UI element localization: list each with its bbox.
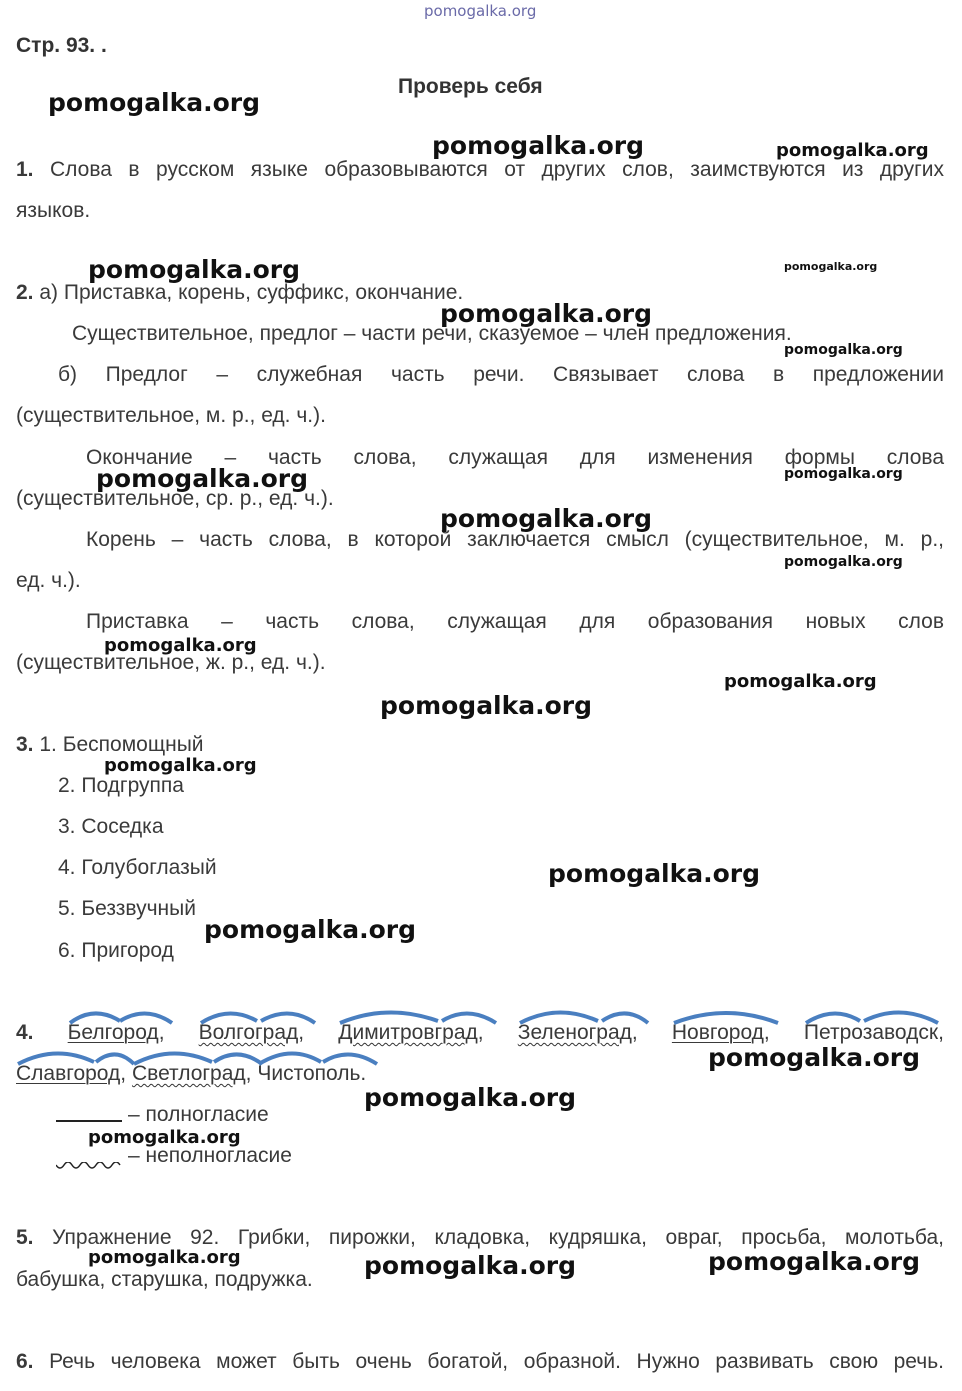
watermark: pomogalka.org [96,464,309,493]
q3-item-2: 2. Подгруппа [58,774,184,797]
q1-line2: языков. [16,199,91,222]
city-petrozavodsk: Петрозаводск, [804,1021,944,1045]
city-novgorod: Новгород, [672,1021,770,1045]
root-arc-mark [199,1009,317,1023]
root-arc-mark [16,1050,136,1064]
watermark: pomogalka.org [784,466,903,482]
root-arc-mark [672,1009,780,1023]
root-arc-mark [804,1009,944,1023]
q5-line2: бабушка, старушка, подружка. [16,1268,313,1291]
q2-line-a [16,281,463,305]
root-arc-mark [68,1009,178,1023]
q3-item-4: 4. Голубоглазый [58,856,217,879]
root-arc-mark [132,1050,264,1064]
legend-full: – полногласие [128,1103,269,1126]
q1-number: 1. [16,158,34,181]
root-arc-mark [257,1050,379,1064]
q4-row2 [16,1062,366,1086]
q4-number: 4. [16,1021,34,1044]
q4-row1 [16,1021,944,1045]
q2-a-text: а) Приставка, корень, суффикс, окончание. [39,281,464,304]
watermark: pomogalka.org [104,635,257,656]
watermark: pomogalka.org [88,255,301,284]
q6-text1: Речь человека может быть очень богатой, образной. Нужно развивать свою речь. [49,1350,944,1373]
watermark: pomogalka.org [708,1043,921,1072]
q2-root-line1: Корень – часть слова, в которой заключается смысл (существительное, м. р., [86,528,944,551]
q2-number: 2. [16,281,34,304]
q2-ending-line1: Окончание – часть слова, служащая для изменения формы слова [86,446,944,469]
q2-line-b1: б) Предлог – служебная часть речи. Связывает слова в предложении [58,363,944,386]
watermark: pomogalka.org [548,859,761,888]
watermark: pomogalka.org [88,1127,241,1148]
q4-row2-end: . [360,1062,367,1085]
root-arc-mark [338,1009,498,1023]
watermark: pomogalka.org [776,140,929,161]
city-slavgorod: Славгород, [16,1062,126,1086]
q3-item-3: 3. Соседка [58,815,164,838]
watermark: pomogalka.org [724,671,877,692]
watermark: pomogalka.org [708,1247,921,1276]
watermark: pomogalka.org [440,504,653,533]
q2-prefix-line2: (существительное, ж. р., ед. ч.). [16,651,326,674]
q2-line-a2: Существительное, предлог – части речи, сказуемое – член предложения. [72,322,792,345]
legend-partial: – неполногласие [128,1144,292,1167]
q3-number: 3. [16,733,34,756]
city-svetlograd: Светлоград, [132,1062,252,1086]
watermark: pomogalka.org [104,755,257,776]
root-arc-mark [518,1009,650,1023]
q3-item-text: 1. Беспомощный [39,733,204,756]
legend-straight-line [56,1118,126,1124]
watermark: pomogalka.org [364,1251,577,1280]
q5-number: 5. [16,1226,34,1249]
q2-line-b2: (существительное, м. р., ед. ч.). [16,404,326,427]
q3-item-6: 6. Пригород [58,939,174,962]
q2-prefix-line1: Приставка – часть слова, служащая для образования новых слов [86,610,944,633]
watermark: pomogalka.org [364,1083,577,1112]
watermark: pomogalka.org [784,260,878,273]
legend-wavy-line [56,1162,126,1172]
city-chistopol: Чистополь [257,1062,360,1086]
q2-ending-line2: (существительное, ср. р., ед. ч.). [16,487,334,510]
city-belgorod: Белгород, [68,1021,165,1045]
q3-item-5: 5. Беззвучный [58,897,196,920]
watermark: pomogalka.org [380,691,593,720]
watermark: pomogalka.org [204,915,417,944]
page-title: Проверь себя [398,75,543,98]
watermark: pomogalka.org [88,1247,241,1268]
watermark: pomogalka.org [784,342,903,358]
page-ref: Стр. 93. . [16,34,107,57]
watermark: pomogalka.org [784,554,903,570]
q1-text1: Слова в русском языке образовываются от других слов, заимствуются из других [50,158,944,181]
watermark-top: pomogalka.org [424,2,537,20]
q1-line1 [16,158,944,182]
city-zelenograd: Зеленоград, [518,1021,638,1045]
q6-line1 [16,1350,944,1374]
watermark: pomogalka.org [48,88,261,117]
q5-text1: Упражнение 92. Грибки, пирожки, кладовка, кудряшка, овраг, просьба, молотьба, [52,1226,944,1249]
q6-number: 6. [16,1350,34,1373]
q2-root-line2: ед. ч.). [16,569,81,592]
watermark: pomogalka.org [432,131,645,160]
city-volgograd: Волгоград, [199,1021,304,1045]
city-dimitrovgrad: Димитровград, [338,1021,483,1045]
q3-item-1 [16,733,204,757]
watermark: pomogalka.org [440,299,653,328]
